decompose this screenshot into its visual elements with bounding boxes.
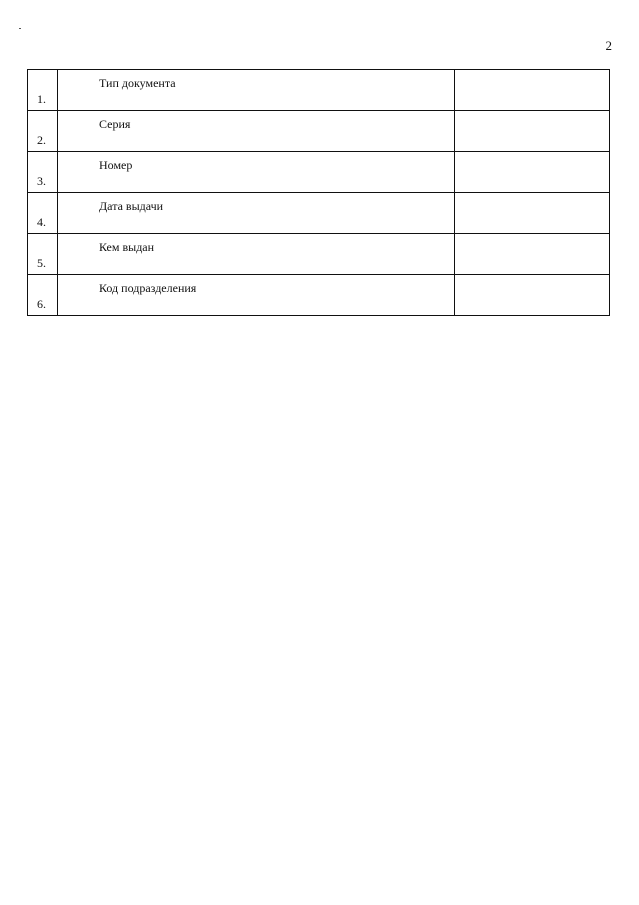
row-value-cell [455, 111, 610, 152]
row-number: 1. [37, 92, 46, 106]
table-row [28, 111, 610, 152]
row-value-cell [455, 275, 610, 316]
row-number: 4. [37, 215, 46, 229]
row-number: 5. [37, 256, 46, 270]
row-label-cell [58, 152, 455, 193]
row-number-cell [28, 234, 58, 275]
row-value-cell [455, 193, 610, 234]
row-number-cell [28, 70, 58, 111]
page-number: 2 [605, 38, 612, 53]
scan-speck [19, 28, 21, 29]
row-number: 6. [37, 297, 46, 311]
row-label: Серия [99, 117, 131, 131]
row-label: Дата выдачи [99, 199, 164, 213]
row-number: 2. [37, 133, 46, 147]
row-label-cell [58, 70, 455, 111]
table-row [28, 70, 610, 111]
row-label-cell [58, 234, 455, 275]
row-label-cell [58, 193, 455, 234]
row-label: Код подразделения [99, 281, 197, 295]
row-value-cell [455, 234, 610, 275]
row-label: Тип документа [99, 76, 176, 90]
row-label-cell [58, 111, 455, 152]
row-label: Номер [99, 158, 133, 172]
row-number-cell [28, 152, 58, 193]
row-number-cell [28, 111, 58, 152]
row-value-cell [455, 70, 610, 111]
table-row [28, 275, 610, 316]
row-value-cell [455, 152, 610, 193]
table-row [28, 234, 610, 275]
row-label: Кем выдан [99, 240, 155, 254]
row-number: 3. [37, 174, 46, 188]
row-number-cell [28, 193, 58, 234]
table-row [28, 193, 610, 234]
row-label-cell [58, 275, 455, 316]
document-details-table [27, 69, 610, 316]
row-number-cell [28, 275, 58, 316]
table-row [28, 152, 610, 193]
